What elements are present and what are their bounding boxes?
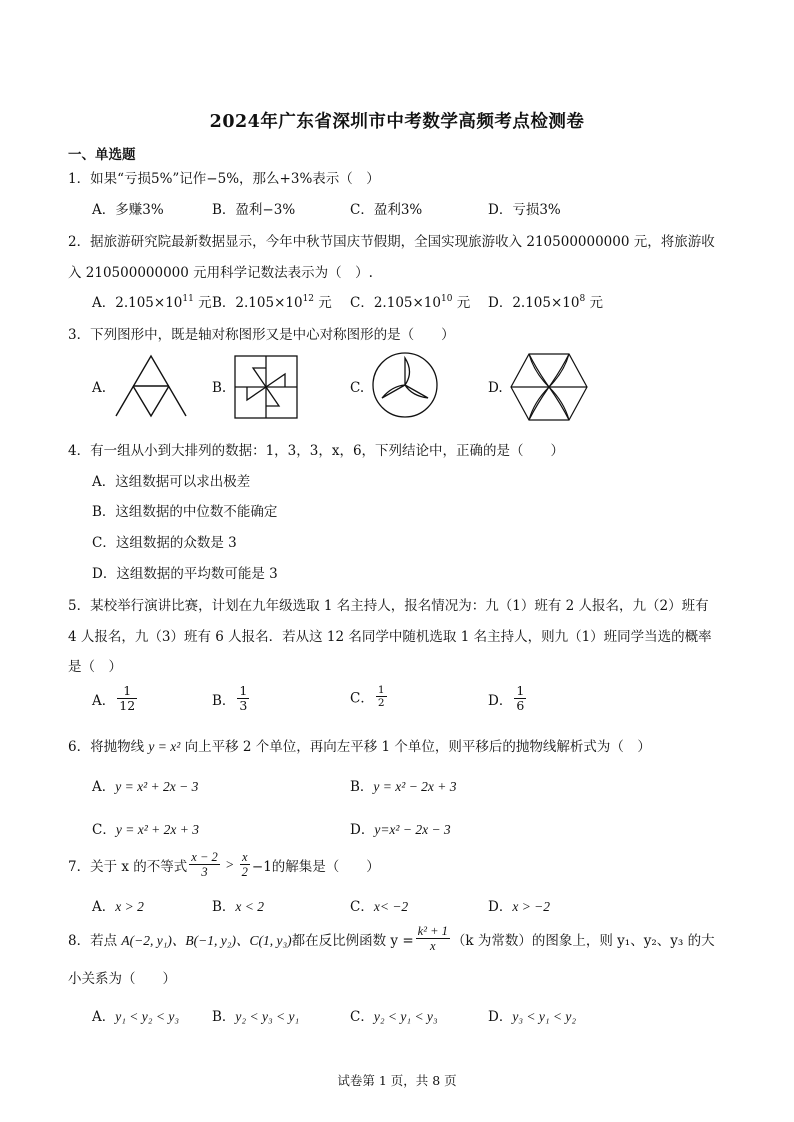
q4-option-c: C．这组数据的众数是 3 (92, 535, 237, 551)
q6-option-a: A．y = x² + 2x − 3 (92, 779, 199, 795)
q5-option-b: B． $\frac{1}{3}$ (212, 683, 248, 714)
q6-option-b: B．y = x² − 2x + 3 (350, 779, 457, 795)
question-2-stem-line2: 入 210500000000 元用科学记数法表示为（ ）. (68, 265, 373, 281)
q3-figure-d-hexagon-flower (509, 352, 589, 422)
q4-option-b: B．这组数据的中位数不能确定 (92, 504, 278, 520)
question-1-stem: 1．如果“亏损5%”记作−5%，那么+3%表示（ ） (68, 171, 380, 187)
q6-option-d: D．y=x² − 2x − 3 (350, 822, 451, 838)
q1-option-a: A．多赚3% (92, 202, 164, 218)
q3-figure-c-circle-blades (370, 350, 440, 420)
q2-option-b: B．$2.105\times 10^{12}$ 元 (212, 294, 332, 311)
q5-option-a: A． $\frac{1}{12}$ (92, 683, 136, 714)
q7-option-a: A．x > 2 (92, 899, 144, 915)
q6-option-c: C．y = x² + 2x + 3 (92, 822, 199, 838)
q4-option-a: A．这组数据可以求出极差 (92, 474, 251, 490)
q2-option-d: D．$2.105\times 10^8$ 元 (488, 294, 603, 311)
q3-figure-b-pinwheel (233, 354, 299, 420)
q7-option-d: D．x > −2 (488, 899, 551, 915)
q1-option-b: B．盈利−3% (212, 202, 296, 218)
question-8-stem-line2: 小关系为（ ） (68, 971, 176, 987)
page-title: 2024年广东省深圳市中考数学高频考点检测卷 (209, 112, 585, 132)
q3-label-c: C. (350, 380, 365, 396)
question-7-stem: 7．关于 x 的不等式 $\frac{x - 2}{3}$ > $\frac{x}{2}$ −1的解集是（ ） (68, 850, 380, 880)
question-3-stem: 3．下列图形中，既是轴对称图形又是中心对称图形的是（ ） (68, 327, 455, 343)
q2-option-c: C．$2.105\times 10^{10}$ 元 (350, 294, 471, 311)
question-6-stem: 6．将抛物线 y = x² 向上平移 2 个单位，再向左平移 1 个单位，则平移后的抛物线解析式为（ ） (68, 739, 651, 755)
question-5-stem-line3: 是（ ） (68, 659, 122, 675)
q3-label-b: B. (212, 380, 227, 396)
q5-option-d: D． $\frac{1}{6}$ (488, 683, 525, 714)
question-4-stem: 4．有一组从小到大排列的数据：1，3，3，x，6，下列结论中，正确的是（ ） (68, 443, 565, 459)
q8-option-b: B．y₂ < y₃ < y₁ (212, 1009, 300, 1025)
q3-figure-a-triangles (114, 354, 188, 418)
q8-option-d: D．y₃ < y₁ < y₂ (488, 1009, 577, 1025)
section-heading: 一、单选题 (68, 147, 136, 163)
q4-option-d: D．这组数据的平均数可能是 3 (92, 566, 278, 582)
q8-option-a: A．y₁ < y₂ < y₃ (92, 1009, 180, 1025)
q1-option-d: D．亏损3% (488, 202, 561, 218)
q7-option-c: C．x< −2 (350, 899, 409, 915)
q8-option-c: C．y₂ < y₁ < y₃ (350, 1009, 438, 1025)
question-5-stem-line2: 4 人报名，九（3）班有 6 人报名．若从这 12 名同学中随机选取 1 名主持人，则九（1）班同学当选的概率 (68, 629, 712, 645)
question-8-stem-line1: 8．若点 A(−2, y₁)、B(−1, y₂)、C(1, y₃)都在反比例函数 y = $\frac{\text{k² + 1}}{x}$ （k 为常数）的图象上，则 y₁、y₂、y₃ 的大 (68, 924, 715, 954)
question-5-stem-line1: 5．某校举行演讲比赛，计划在九年级选取 1 名主持人，报名情况为：九（1）班有 2 人报名，九（2）班有 (68, 598, 709, 614)
question-2-stem-line1: 2．据旅游研究院最新数据显示，今年中秋节国庆节假期，全国实现旅游收入 210500000000 元，将旅游收 (68, 234, 715, 250)
q7-option-b: B．x < 2 (212, 899, 265, 915)
q3-label-d: D. (488, 380, 503, 396)
q3-label-a: A. (92, 380, 107, 396)
q5-option-c: C． $\frac{1}{2}$ (350, 684, 385, 710)
q2-option-a: A．$2.105\times 10^{11}$ 元 (92, 294, 212, 311)
q1-option-c: C．盈利3% (350, 202, 423, 218)
page-footer: 试卷第 1 页，共 8 页 (337, 1073, 457, 1088)
